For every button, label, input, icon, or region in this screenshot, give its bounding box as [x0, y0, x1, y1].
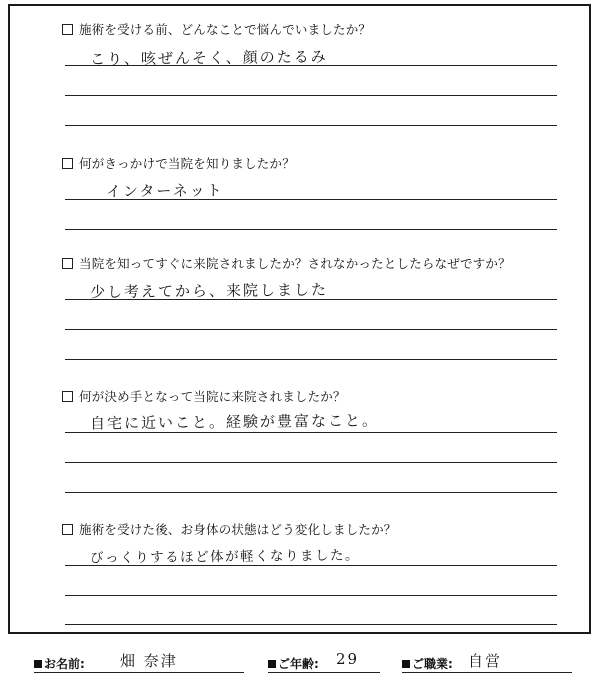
answer-line: [65, 65, 557, 66]
answer-3: 少し考えてから、来院しました: [89, 280, 329, 302]
answer-line: [65, 624, 557, 625]
age-value: 29: [336, 650, 360, 668]
age-label: ご年齢:: [268, 655, 319, 672]
answer-line: [65, 95, 557, 96]
answer-line: [65, 299, 557, 300]
answer-line: [65, 125, 557, 126]
job-value: 自営: [468, 652, 503, 670]
answer-line: [65, 492, 557, 493]
question-5: [62, 520, 397, 538]
answer-line: [65, 329, 557, 330]
question-3: [62, 254, 511, 272]
checkbox[interactable]: [62, 391, 73, 402]
answer-5: びっくりするほど体が軽くなりました。: [89, 547, 361, 567]
checkbox[interactable]: [62, 258, 73, 269]
checkbox[interactable]: [62, 158, 73, 169]
question-3-text: 当院を知ってすぐに来院されましたか？されなかったとしたらなぜですか？: [79, 256, 511, 271]
question-1-text: 施術を受ける前、どんなことで悩んでいましたか？: [79, 22, 372, 37]
question-1: [62, 20, 371, 38]
answer-line: [65, 199, 557, 200]
bullet-square-icon: [402, 660, 410, 668]
job-label: ご職業:: [402, 655, 453, 672]
questionnaire-frame: [8, 4, 591, 634]
question-4: [62, 387, 346, 405]
answer-1: こり、咳ぜんそく、顔のたるみ: [89, 47, 328, 69]
age-underline: [268, 672, 380, 673]
name-underline: [34, 672, 244, 673]
question-2-text: 何がきっかけで当院を知りましたか？: [79, 156, 295, 171]
respondent-info: [0, 652, 600, 680]
name-label: お名前:: [34, 655, 85, 672]
answer-line: [65, 565, 557, 566]
bullet-square-icon: [268, 660, 276, 668]
answer-4: 自宅に近いこと。経験が豊富なこと。: [89, 411, 380, 433]
answer-line: [65, 359, 557, 360]
question-2: [62, 154, 295, 172]
bullet-square-icon: [34, 660, 42, 668]
checkbox[interactable]: [62, 24, 73, 35]
answer-2: インターネット: [105, 181, 224, 201]
job-underline: [402, 672, 572, 673]
answer-line: [65, 432, 557, 433]
name-value: 畑 奈津: [120, 652, 178, 670]
question-4-text: 何が決め手となって当院に来院されましたか？: [79, 389, 346, 404]
checkbox[interactable]: [62, 524, 73, 535]
answer-line: [65, 462, 557, 463]
question-5-text: 施術を受けた後、お身体の状態はどう変化しましたか？: [79, 522, 397, 537]
answer-line: [65, 595, 557, 596]
answer-line: [65, 229, 557, 230]
